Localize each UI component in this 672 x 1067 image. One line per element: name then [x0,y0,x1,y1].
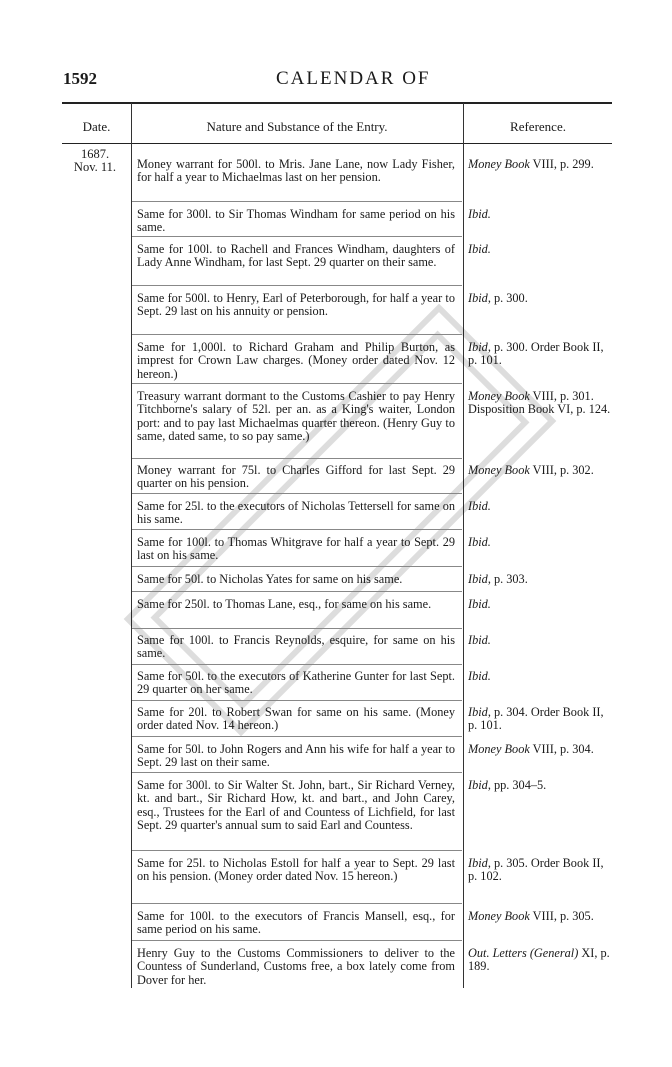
entry-text: Same for 100l. to the executors of Francis Mansell, esq., for same period on his same. [137,909,455,937]
entry-reference: Out. Letters (General) XI, p. 189. [468,946,610,974]
page-number: 1592 [63,69,97,88]
entry-reference: Ibid. [468,669,491,683]
column-header-rule [62,143,612,144]
entry-text: Same for 25l. to Nicholas Estoll for half a year to Sept. 29 last on his pension. (Money order dated Nov. 15 hereon.) [137,856,455,884]
entry-text: Same for 1,000l. to Richard Graham and Philip Burton, as imprest for Crown Law charges. (Money order dated Nov. 12 hereon.) [137,340,455,381]
entry-text: Same for 50l. to the executors of Katherine Gunter for last Sept. 29 quarter on her same. [137,669,455,697]
entry-reference: Ibid, p. 300. [468,291,528,305]
entry-text: Same for 50l. to John Rogers and Ann his wife for half a year to Sept. 29 last on their same. [137,742,455,770]
entry-reference: Ibid. [468,633,491,647]
entry-divider [132,772,462,773]
entry-divider [132,383,462,384]
entry-divider [132,529,462,530]
entry-text: Same for 100l. to Rachell and Frances Windham, daughters of Lady Anne Windham, for last Sept. 29 quarter on their same. [137,242,455,270]
entry-divider [132,700,462,701]
date-year: 1687. [80,147,110,161]
entry-divider [132,566,462,567]
running-title: CALENDAR OF [276,68,431,89]
column-header-date: Date. [82,119,111,134]
entry-divider [132,458,462,459]
entry-reference: Ibid, p. 304. Order Book II, p. 101. [468,705,604,733]
entry-text: Money warrant for 75l. to Charles Gifford for last Sept. 29 quarter on his pension. [137,463,455,491]
header-rule [62,102,612,104]
entry-divider [132,201,462,202]
entry-text: Treasury warrant dormant to the Customs Cashier to pay Henry Titchborne's salary of 52l. per an. as a King's waiter, London port: and to pay last Michaelmas quarter thereon. (Henry Guy to same, dated same, to so pay same.) [137,389,455,443]
entry-divider [132,334,462,335]
entry-text: Same for 50l. to Nicholas Yates for same on his same. [137,572,403,586]
entry-reference: Ibid. [468,499,491,513]
entry-divider [132,591,462,592]
entry-divider [132,664,462,665]
entry-reference: Money Book VIII, p. 302. [468,463,594,477]
entry-text: Same for 20l. to Robert Swan for same on his same. (Money order dated Nov. 14 hereon.) [137,705,455,733]
entry-divider [132,940,462,941]
entry-date [62,148,128,174]
entry-reference: Ibid. [468,207,491,221]
entry-text: Same for 300l. to Sir Thomas Windham for same period on his same. [137,207,455,235]
entry-reference: Ibid, p. 305. Order Book II, p. 102. [468,856,604,884]
entry-reference: Ibid. [468,242,491,256]
entry-reference: Money Book VIII, p. 299. [468,157,594,171]
column-divider-reference [463,103,464,988]
entry-text: Money warrant for 500l. to Mris. Jane Lane, now Lady Fisher, for half a year to Michaelmas last on her pension. [137,157,455,185]
entry-text: Same for 500l. to Henry, Earl of Peterborough, for half a year to Sept. 29 last on his annuity or pension. [137,291,455,319]
entry-reference: Ibid. [468,535,491,549]
entry-reference: Ibid. [468,597,491,611]
entry-text: Same for 100l. to Francis Reynolds, esquire, for same on his same. [137,633,455,661]
entry-reference: Ibid, p. 300. Order Book II, p. 101. [468,340,604,368]
column-header-reference: Reference. [510,119,566,134]
entry-text: Henry Guy to the Customs Commissioners to deliver to the Countess of Sunderland, Customs free, a box lately come from Dover for her. [137,946,455,987]
entry-divider [132,493,462,494]
entry-text: Same for 300l. to Sir Walter St. John, bart., Sir Richard Verney, kt. and bart., Sir Richard How, kt. and bart., and John Carey, esq., Trustees for the Earl of and Countess of Lichfield, for last Sept. 29 quarter's annual sum to said Earl and Countess. [137,778,455,832]
entry-reference: Ibid, pp. 304–5. [468,778,547,792]
column-header-nature: Nature and Substance of the Entry. [206,119,388,134]
entry-reference: Money Book VIII, p. 301. Disposition Book VI, p. 124. [468,389,611,417]
date-day: Nov. 11. [73,160,117,174]
entry-reference: Money Book VIII, p. 305. [468,909,594,923]
entry-reference: Ibid, p. 303. [468,572,528,586]
entry-divider [132,736,462,737]
entry-text: Same for 250l. to Thomas Lane, esq., for same on his same. [137,597,432,611]
entry-reference: Money Book VIII, p. 304. [468,742,594,756]
entry-text: Same for 25l. to the executors of Nicholas Tettersell for same on his same. [137,499,455,527]
entry-text: Same for 100l. to Thomas Whitgrave for half a year to Sept. 29 last on his same. [137,535,455,563]
entry-divider [132,628,462,629]
entry-divider [132,285,462,286]
entry-divider [132,236,462,237]
entry-divider [132,903,462,904]
entry-divider [132,850,462,851]
